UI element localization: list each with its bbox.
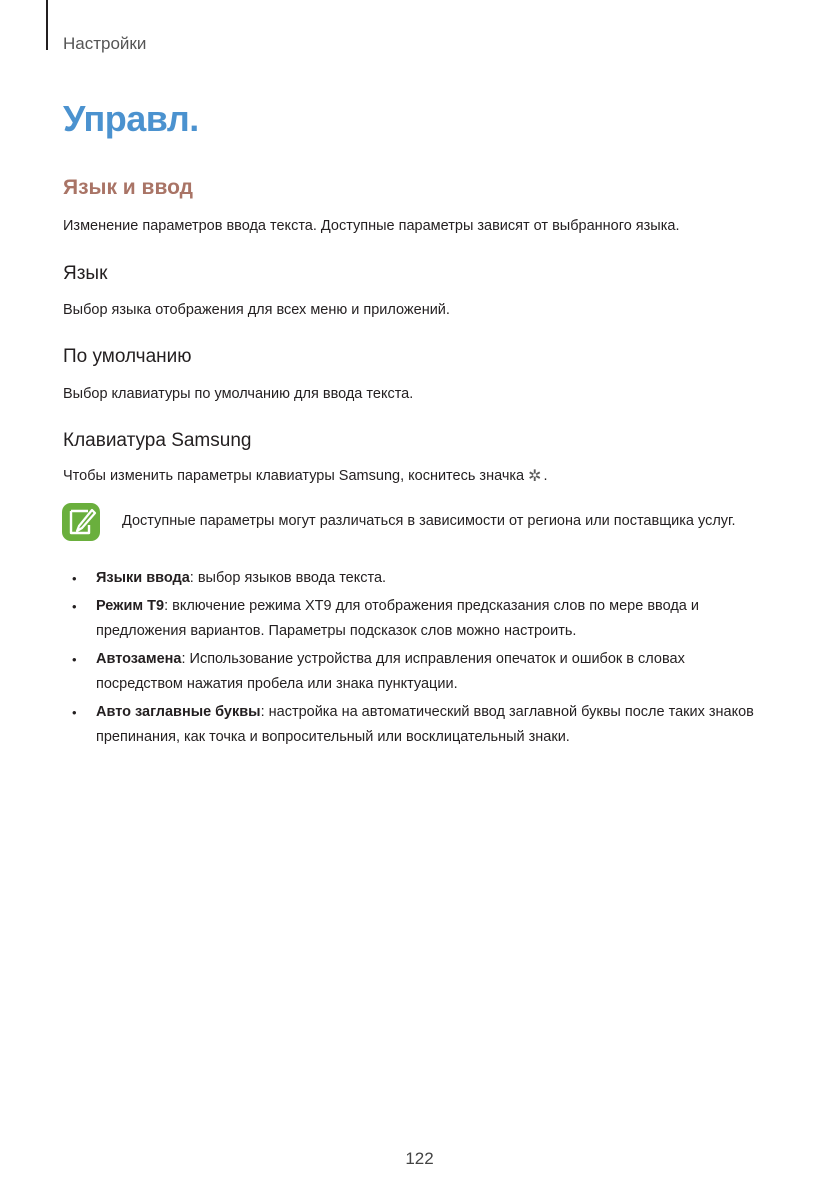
gear-icon: ✲: [528, 468, 542, 485]
bullet-term: Авто заглавные буквы: [96, 704, 261, 720]
bullet-desc: : включение режима XT9 для отображения предсказания слов по мере ввода и предложения вариантов. Параметры подсказок слов можно настроить.: [96, 598, 699, 639]
section-intro: Изменение параметров ввода текста. Доступные параметры зависят от выбранного языка.: [63, 218, 680, 234]
bullet-desc: : настройка на автоматический ввод заглавной буквы после таких знаков препинания, как точка и вопросительный или восклицательный знаки.: [96, 704, 754, 745]
samsung-keyboard-heading: Клавиатура Samsung: [63, 430, 252, 451]
samsung-keyboard-text-after: .: [543, 468, 548, 484]
note-pencil-icon: [62, 503, 100, 541]
bullet-term: Режим T9: [96, 598, 165, 614]
bullet-term: Автозамена: [96, 651, 182, 667]
default-text: Выбор клавиатуры по умолчанию для ввода текста.: [63, 386, 414, 402]
samsung-keyboard-text-before: Чтобы изменить параметры клавиатуры Samsung, коснитесь значка: [63, 468, 525, 484]
list-item: [72, 647, 772, 697]
margin-rule: [46, 0, 48, 50]
note-text: Доступные параметры могут различаться в зависимости от региона или поставщика услуг.: [122, 513, 736, 529]
language-heading: Язык: [63, 263, 108, 284]
options-list: [72, 566, 772, 753]
bullet-desc: : Использование устройства для исправления опечаток и ошибок в словах посредством нажатия пробела или знака пунктуации.: [96, 651, 685, 692]
running-header: Настройки: [63, 34, 147, 53]
default-heading: По умолчанию: [63, 346, 192, 367]
section-title: Язык и ввод: [63, 176, 193, 199]
page-number: 122: [405, 1149, 434, 1168]
list-item: [72, 700, 772, 750]
samsung-keyboard-text: [63, 466, 548, 487]
bullet-term: Языки ввода: [96, 570, 190, 586]
bullet-desc: : выбор языков ввода текста.: [189, 570, 387, 586]
list-item: [72, 594, 772, 644]
language-text: Выбор языка отображения для всех меню и приложений.: [63, 302, 450, 318]
chapter-title: Управл.: [63, 98, 199, 139]
list-item: [72, 566, 772, 591]
